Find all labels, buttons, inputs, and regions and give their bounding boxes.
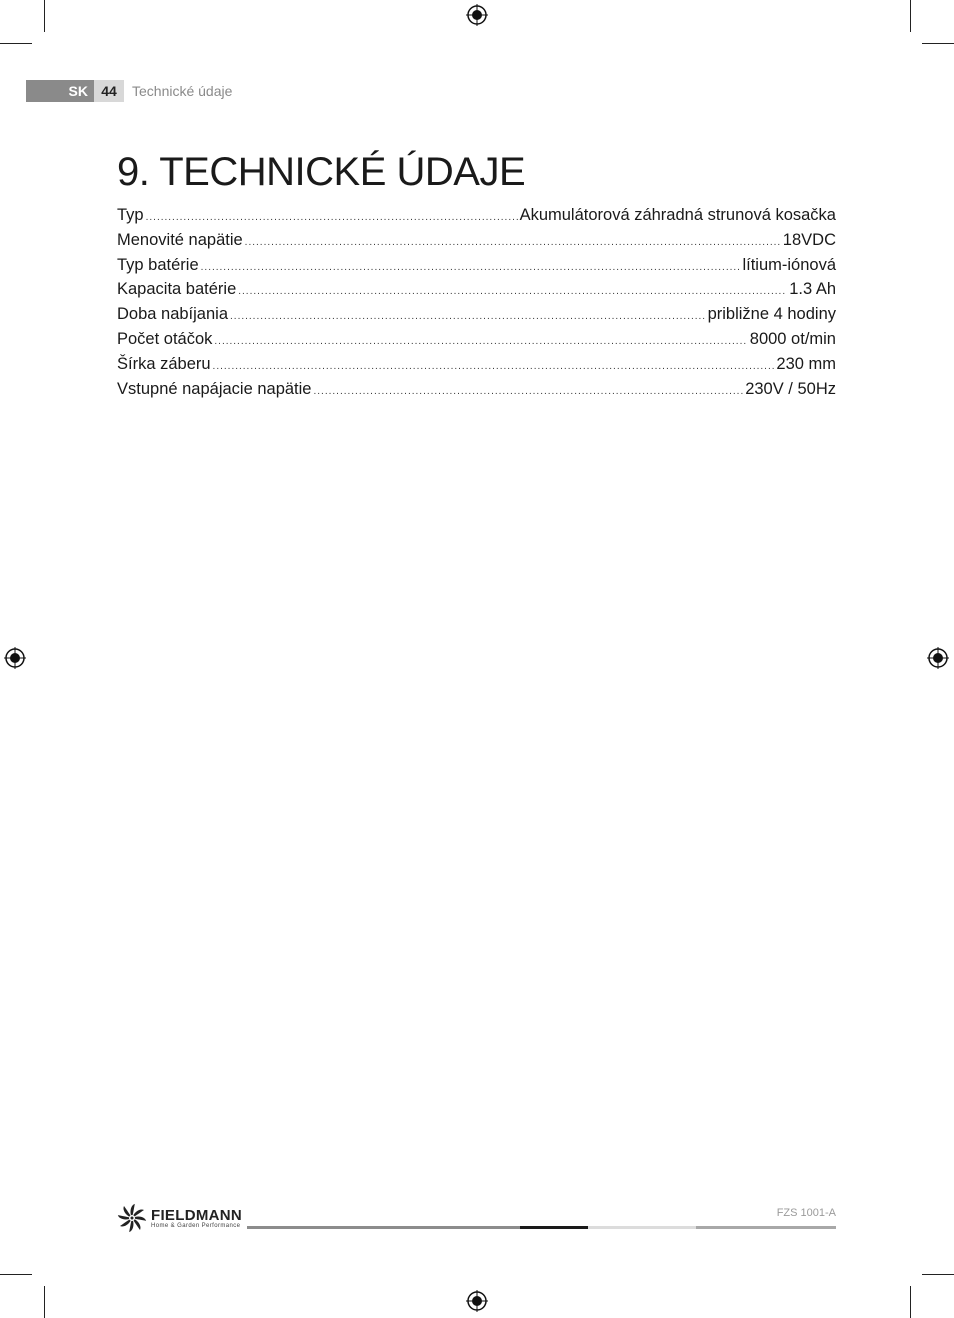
footer-bar-mid (696, 1226, 836, 1229)
crop-mark (922, 1274, 954, 1275)
dot-leader (146, 212, 518, 223)
spec-row (117, 380, 836, 405)
crop-mark (44, 0, 45, 32)
spec-label: Kapacita batérie (117, 280, 237, 299)
spec-label: Menovité napätie (117, 230, 243, 249)
crop-mark (910, 1286, 911, 1318)
spec-row (117, 231, 836, 256)
footer-bar-light (588, 1226, 696, 1229)
page-title: 9. TECHNICKÉ ÚDAJE (117, 150, 526, 194)
brand-logo (117, 1203, 242, 1233)
spec-label: Počet otáčok (117, 329, 213, 348)
section-name: Technické údaje (132, 83, 233, 99)
registration-mark-icon (4, 647, 26, 669)
dot-leader (201, 262, 741, 273)
spec-value: približne 4 hodiny (707, 305, 836, 324)
footer-bar-dark (520, 1226, 588, 1229)
spec-value: 230V / 50Hz (745, 379, 836, 398)
spec-row (117, 330, 836, 355)
spec-value: Akumulátorová záhradná strunová kosačka (519, 206, 836, 224)
language-badge: SK (26, 80, 94, 102)
spec-value: 1.3 Ah (789, 280, 836, 299)
dot-leader (230, 311, 706, 322)
spec-label: Typ (117, 206, 144, 224)
dot-leader (314, 386, 744, 397)
model-number: FZS 1001-A (776, 1207, 836, 1219)
spec-label: Vstupné napájacie napätie (117, 379, 312, 398)
spec-row (117, 256, 836, 281)
dot-leader (213, 361, 775, 372)
spec-row (117, 305, 836, 330)
dot-leader (238, 286, 787, 297)
spec-value: 18VDC (782, 230, 836, 249)
registration-mark-icon (466, 1290, 488, 1312)
spec-label: Doba nabíjania (117, 305, 229, 324)
crop-mark (922, 43, 954, 44)
spec-label: Typ batérie (117, 255, 199, 274)
spec-row (117, 280, 836, 305)
registration-mark-icon (927, 647, 949, 669)
dot-leader (245, 237, 781, 248)
spec-list (117, 206, 836, 404)
page-header (26, 80, 232, 102)
spec-label: Šírka záberu (117, 354, 211, 373)
page-number: 44 (94, 80, 124, 102)
crop-mark (44, 1286, 45, 1318)
footer-bar-gray (247, 1226, 520, 1229)
dot-leader (214, 336, 747, 347)
spec-value: lítium-iónová (742, 255, 836, 274)
crop-mark (0, 1274, 32, 1275)
brand-tagline: Home & Garden Performance (151, 1222, 241, 1229)
spec-row (117, 355, 836, 380)
spec-value: 230 mm (776, 354, 836, 373)
crop-mark (0, 43, 32, 44)
spec-row (117, 206, 836, 231)
spec-value: 8000 ot/min (749, 329, 836, 348)
fan-logo-icon (117, 1203, 147, 1233)
registration-mark-icon (466, 4, 488, 26)
brand-name: FIELDMANN (151, 1206, 243, 1224)
crop-mark (910, 0, 911, 32)
page-footer (117, 1203, 836, 1237)
